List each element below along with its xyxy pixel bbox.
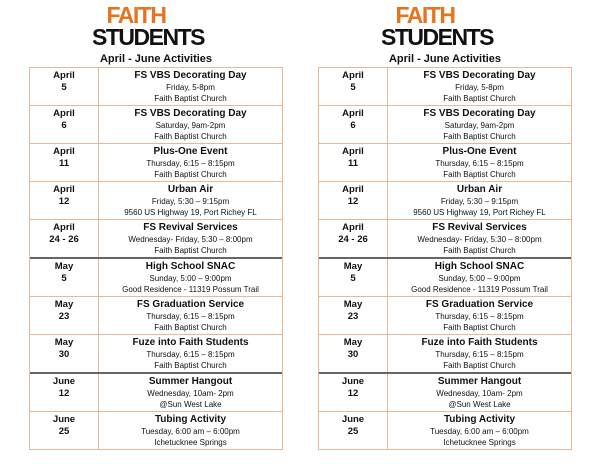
event-time: Wednesday, 10am- 2pm	[147, 389, 234, 398]
event-info	[99, 335, 282, 372]
event-day: 5	[350, 273, 356, 284]
event-date	[30, 68, 99, 105]
event-location: Faith Baptist Church	[154, 170, 227, 179]
event-location: Faith Baptist Church	[443, 323, 516, 332]
flyer-right	[318, 0, 572, 450]
event-month: May	[54, 261, 74, 272]
event-day: 12	[58, 196, 70, 207]
events-table	[318, 67, 572, 450]
event-info	[99, 374, 282, 411]
event-time: Wednesday- Friday, 5:30 – 8:00pm	[128, 235, 253, 244]
event-time: Sunday, 5:00 – 9:00pm	[149, 274, 232, 283]
event-location: Faith Baptist Church	[154, 246, 227, 255]
event-row	[30, 411, 282, 449]
event-title: FS VBS Decorating Day	[423, 108, 536, 119]
event-info	[388, 297, 571, 334]
event-month: April	[53, 70, 75, 81]
event-location: 9560 US Highway 19, Port Richey FL	[413, 208, 546, 217]
event-month: April	[53, 222, 75, 233]
logo-line-students: STUDENTS	[92, 24, 204, 50]
event-date	[30, 412, 99, 449]
event-time: Wednesday- Friday, 5:30 – 8:00pm	[417, 235, 542, 244]
event-day: 30	[58, 349, 70, 360]
event-info	[99, 412, 282, 449]
event-row	[30, 372, 282, 411]
event-date	[319, 412, 388, 449]
event-row	[319, 372, 571, 411]
event-title: FS VBS Decorating Day	[423, 70, 536, 81]
activities-subtitle: April - June Activities	[388, 53, 502, 65]
event-info	[388, 144, 571, 181]
event-month: May	[54, 299, 74, 310]
event-info	[388, 182, 571, 219]
event-info	[388, 68, 571, 105]
faith-students-logo	[29, 0, 283, 50]
event-date	[30, 335, 99, 372]
logo-line-faith: FAITH	[395, 2, 455, 28]
event-day: 11	[58, 158, 70, 169]
event-row	[30, 334, 282, 372]
event-time: Sunday, 5:00 – 9:00pm	[438, 274, 521, 283]
event-location: Faith Baptist Church	[154, 132, 227, 141]
event-title: High School SNAC	[434, 261, 525, 272]
event-title: FS VBS Decorating Day	[134, 108, 247, 119]
event-day: 23	[58, 311, 70, 322]
event-month: May	[54, 337, 74, 348]
event-row	[319, 411, 571, 449]
event-row	[30, 68, 282, 105]
event-title: Tubing Activity	[154, 414, 227, 425]
event-date	[30, 374, 99, 411]
event-row	[319, 334, 571, 372]
event-time: Thursday, 6:15 – 8:15pm	[146, 159, 235, 168]
event-date	[319, 106, 388, 143]
event-time: Thursday, 6:15 – 8:15pm	[435, 312, 524, 321]
event-title: Urban Air	[456, 184, 503, 195]
event-day: 30	[347, 349, 359, 360]
event-row	[30, 296, 282, 334]
event-date	[30, 106, 99, 143]
event-time: Thursday, 6:15 – 8:15pm	[435, 350, 524, 359]
event-date	[319, 68, 388, 105]
event-info	[388, 220, 571, 257]
flyer-left	[29, 0, 283, 450]
event-info	[99, 182, 282, 219]
event-title: Fuze into Faith Students	[132, 337, 249, 348]
event-location: Good Residence - 11319 Possum Trail	[411, 285, 548, 294]
event-date	[30, 297, 99, 334]
event-day: 6	[61, 120, 67, 131]
event-info	[388, 374, 571, 411]
event-time: Thursday, 6:15 – 8:15pm	[435, 159, 524, 168]
event-title: FS Graduation Service	[136, 299, 245, 310]
event-location: @Sun West Lake	[448, 400, 511, 409]
event-row	[30, 105, 282, 143]
event-month: May	[343, 261, 363, 272]
event-day: 12	[347, 388, 359, 399]
activities-subtitle: April - June Activities	[99, 53, 213, 65]
event-row	[319, 257, 571, 296]
event-info	[99, 259, 282, 296]
event-title: Summer Hangout	[148, 376, 233, 387]
event-title: Plus-One Event	[442, 146, 517, 157]
event-month: May	[343, 299, 363, 310]
event-time: Tuesday, 6:00 am – 6:00pm	[141, 427, 240, 436]
event-day: 5	[61, 273, 67, 284]
event-row	[30, 257, 282, 296]
event-month: April	[53, 108, 75, 119]
event-day: 11	[347, 158, 359, 169]
event-time: Friday, 5:30 – 9:15pm	[151, 197, 230, 206]
event-info	[388, 335, 571, 372]
event-date	[30, 220, 99, 257]
event-row	[319, 181, 571, 219]
event-location: Faith Baptist Church	[154, 323, 227, 332]
event-month: May	[343, 337, 363, 348]
event-date	[319, 297, 388, 334]
event-day: 12	[347, 196, 359, 207]
event-month: April	[53, 184, 75, 195]
event-info	[388, 412, 571, 449]
event-info	[99, 220, 282, 257]
event-location: Ichetucknee Springs	[443, 438, 516, 447]
event-date	[319, 182, 388, 219]
event-time: Friday, 5-8pm	[166, 83, 215, 92]
logo-line-faith: FAITH	[106, 2, 166, 28]
event-location: Faith Baptist Church	[443, 132, 516, 141]
event-info	[99, 297, 282, 334]
event-row	[319, 296, 571, 334]
event-time: Thursday, 6:15 – 8:15pm	[146, 312, 235, 321]
event-day: 24 - 26	[338, 234, 368, 245]
event-day: 5	[350, 82, 356, 93]
event-row	[30, 219, 282, 257]
event-title: Tubing Activity	[443, 414, 516, 425]
event-location: Faith Baptist Church	[443, 361, 516, 370]
event-month: June	[341, 414, 365, 425]
event-day: 24 - 26	[49, 234, 79, 245]
event-title: Plus-One Event	[153, 146, 228, 157]
event-month: April	[342, 184, 364, 195]
event-month: April	[53, 146, 75, 157]
event-location: Faith Baptist Church	[154, 94, 227, 103]
event-title: FS Graduation Service	[425, 299, 534, 310]
event-title: FS Revival Services	[432, 222, 527, 233]
event-time: Tuesday, 6:00 am – 6:00pm	[430, 427, 529, 436]
event-row	[319, 219, 571, 257]
event-location: Good Residence - 11319 Possum Trail	[122, 285, 259, 294]
event-location: Ichetucknee Springs	[154, 438, 227, 447]
event-date	[319, 335, 388, 372]
event-month: April	[342, 146, 364, 157]
event-month: June	[52, 376, 76, 387]
event-date	[30, 182, 99, 219]
logo-line-students: STUDENTS	[381, 24, 493, 50]
event-row	[30, 143, 282, 181]
faith-students-logo	[318, 0, 572, 50]
event-info	[388, 106, 571, 143]
event-info	[99, 144, 282, 181]
event-location: Faith Baptist Church	[443, 170, 516, 179]
event-date	[319, 144, 388, 181]
event-month: April	[342, 108, 364, 119]
event-time: Saturday, 9am-2pm	[444, 121, 515, 130]
event-time: Friday, 5-8pm	[455, 83, 504, 92]
events-table	[29, 67, 283, 450]
event-date	[30, 144, 99, 181]
event-row	[319, 68, 571, 105]
event-date	[319, 374, 388, 411]
event-month: June	[52, 414, 76, 425]
event-date	[319, 259, 388, 296]
event-time: Thursday, 6:15 – 8:15pm	[146, 350, 235, 359]
event-info	[99, 68, 282, 105]
event-row	[319, 143, 571, 181]
event-day: 25	[58, 426, 70, 437]
event-day: 12	[58, 388, 70, 399]
event-title: Urban Air	[167, 184, 214, 195]
event-info	[99, 106, 282, 143]
event-location: Faith Baptist Church	[154, 361, 227, 370]
event-month: June	[341, 376, 365, 387]
event-title: FS VBS Decorating Day	[134, 70, 247, 81]
event-day: 5	[61, 82, 67, 93]
event-row	[30, 181, 282, 219]
event-info	[388, 259, 571, 296]
event-time: Saturday, 9am-2pm	[155, 121, 226, 130]
event-location: 9560 US Highway 19, Port Richey FL	[124, 208, 257, 217]
event-location: Faith Baptist Church	[443, 94, 516, 103]
event-time: Wednesday, 10am- 2pm	[436, 389, 523, 398]
event-title: Summer Hangout	[437, 376, 522, 387]
event-date	[319, 220, 388, 257]
event-day: 23	[347, 311, 359, 322]
event-title: FS Revival Services	[143, 222, 238, 233]
event-month: April	[342, 222, 364, 233]
event-month: April	[342, 70, 364, 81]
event-time: Friday, 5:30 – 9:15pm	[440, 197, 519, 206]
event-day: 6	[350, 120, 356, 131]
event-title: High School SNAC	[145, 261, 236, 272]
event-row	[319, 105, 571, 143]
event-location: Faith Baptist Church	[443, 246, 516, 255]
event-title: Fuze into Faith Students	[421, 337, 538, 348]
event-date	[30, 259, 99, 296]
event-day: 25	[347, 426, 359, 437]
event-location: @Sun West Lake	[159, 400, 222, 409]
